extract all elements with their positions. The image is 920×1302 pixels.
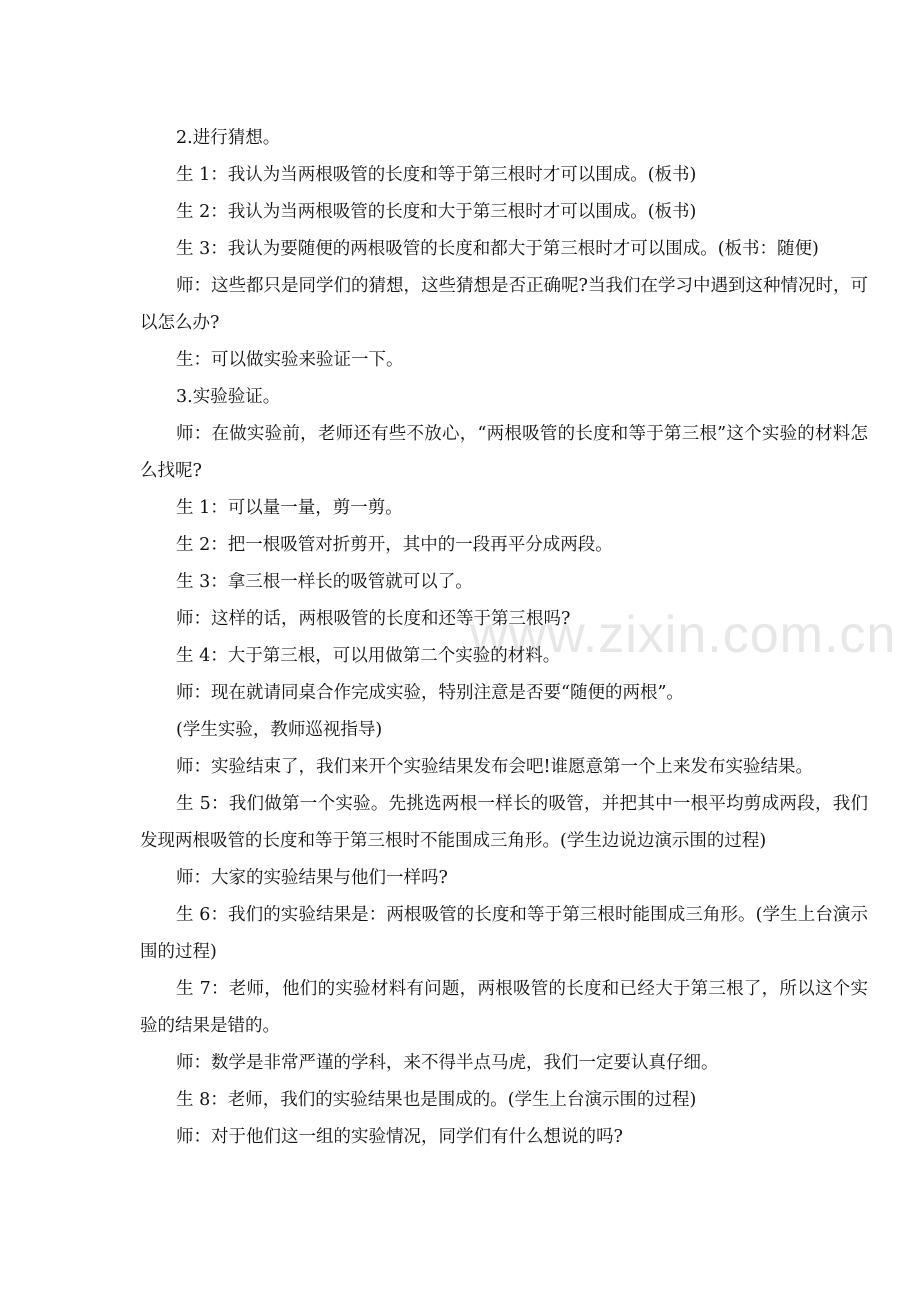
paragraph-guess-heading: 2.进行猜想。 — [176, 128, 281, 148]
paragraph-student-1-materials: 生 1：可以量一量，剪一剪。 — [176, 498, 403, 518]
paragraph-student-1-guess: 生 1：我认为当两根吸管的长度和等于第三根时才可以围成。(板书) — [176, 165, 697, 185]
paragraph-teacher-materials: 师：在做实验前，老师还有些不放心，“两根吸管的长度和等于第三根”这个实验的材料怎么找呢? — [140, 424, 868, 481]
paragraph-student-3-guess: 生 3：我认为要随便的两根吸管的长度和都大于第三根时才可以围成。(板书：随便) — [176, 239, 819, 259]
paragraph-teacher-results: 师：实验结束了，我们来开个实验结果发布会吧!谁愿意第一个上来发布实验结果。 — [176, 757, 814, 777]
paragraph-teacher-final-question: 师：对于他们这一组的实验情况，同学们有什么想说的吗? — [176, 1127, 623, 1147]
paragraph-student-4: 生 4：大于第三根，可以用做第二个实验的材料。 — [176, 646, 561, 666]
paragraph-stage-direction: (学生实验，教师巡视指导) — [176, 720, 383, 740]
paragraph-teacher-question: 师：这些都只是同学们的猜想，这些猜想是否正确呢?当我们在学习中遇到这种情况时，可以怎么办? — [140, 276, 868, 333]
paragraph-verify-heading: 3.实验验证。 — [176, 387, 281, 407]
paragraph-teacher-followup: 师：这样的话，两根吸管的长度和还等于第三根吗? — [176, 609, 571, 629]
paragraph-teacher-instruction: 师：现在就请同桌合作完成实验，特别注意是否要“随便的两根”。 — [176, 683, 684, 703]
paragraph-student-5: 生 5：我们做第一个实验。先挑选两根一样长的吸管，并把其中一根平均剪成两段，我们发现两根吸管的长度和等于第三根时不能围成三角形。(学生边说边演示围的过程) — [140, 794, 868, 851]
paragraph-student-8: 生 8：老师，我们的实验结果也是围成的。(学生上台演示围的过程) — [176, 1090, 697, 1110]
watermark-text: www.zixin.com.cn — [470, 606, 897, 664]
paragraph-teacher-compare: 师：大家的实验结果与他们一样吗? — [176, 868, 448, 888]
paragraph-student-2-guess: 生 2：我认为当两根吸管的长度和大于第三根时才可以围成。(板书) — [176, 202, 697, 222]
paragraph-student-answer: 生：可以做实验来验证一下。 — [176, 350, 404, 370]
document-body — [140, 120, 868, 1156]
paragraph-student-3-materials: 生 3：拿三根一样长的吸管就可以了。 — [176, 572, 473, 592]
paragraph-student-7: 生 7：老师，他们的实验材料有问题，两根吸管的长度和已经大于第三根了，所以这个实验的结果是错的。 — [140, 979, 868, 1036]
paragraph-teacher-rigor: 师：数学是非常严谨的学科，来不得半点马虎，我们一定要认真仔细。 — [176, 1053, 719, 1073]
paragraph-student-6: 生 6：我们的实验结果是：两根吸管的长度和等于第三根时能围成三角形。(学生上台演示围的过程) — [140, 905, 868, 962]
paragraph-student-2-materials: 生 2：把一根吸管对折剪开，其中的一段再平分成两段。 — [176, 535, 613, 555]
